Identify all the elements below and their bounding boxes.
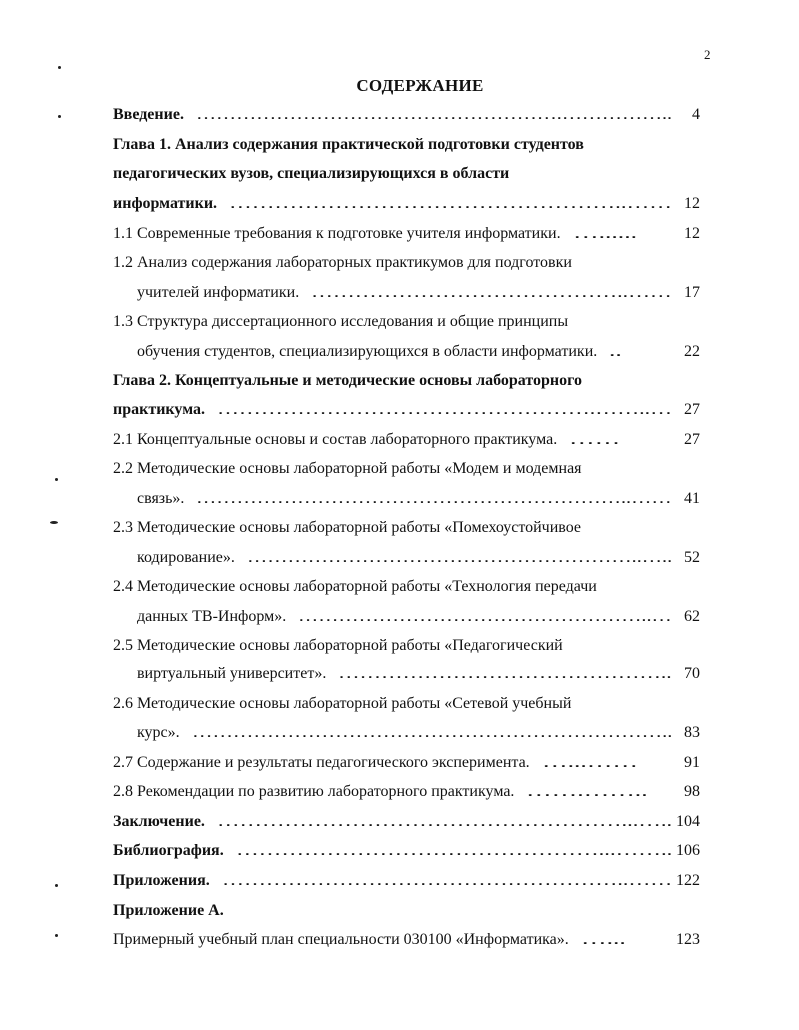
scan-mark bbox=[55, 934, 58, 937]
toc-entry-text: 2.7 Содержание и результаты педагогического эксперимента. bbox=[113, 754, 530, 771]
scan-mark bbox=[55, 478, 58, 481]
toc-entry-text: 2.6 Методические основы лабораторной работы «Сетевой учебный bbox=[113, 695, 572, 712]
toc-entry-page: 12 bbox=[684, 195, 700, 212]
toc-entry-leader: ……………………………………..…… bbox=[311, 284, 672, 301]
toc-entry-text: Приложения. bbox=[113, 872, 210, 889]
toc-entry-text: Введение. bbox=[113, 106, 184, 123]
toc-entry-page: 83 bbox=[684, 724, 700, 741]
toc-entry-leader: ……………………………………………..… bbox=[298, 608, 672, 625]
toc-entry-text: учителей информатики. bbox=[137, 284, 300, 301]
toc-entry-leader: …...... bbox=[572, 225, 637, 242]
toc-entry-text: Глава 1. Анализ содержания практической подготовки студентов bbox=[113, 136, 584, 153]
toc-entry-page: 62 bbox=[684, 608, 700, 625]
toc-entry-leader: .. bbox=[609, 343, 623, 360]
toc-entry-text: связь». bbox=[137, 490, 185, 507]
page-number: 2 bbox=[704, 47, 711, 62]
toc-entry-text: Заключение. bbox=[113, 813, 205, 830]
toc-title: СОДЕРЖАНИЕ bbox=[356, 76, 484, 95]
toc-entry-leader: ………………………………………………………..…… bbox=[196, 490, 672, 507]
toc-entry-text: данных ТВ-Информ». bbox=[137, 608, 287, 625]
toc-entry-page: 27 bbox=[684, 401, 700, 418]
toc-entry-text: 1.1 Современные требования к подготовке учителя информатики. bbox=[113, 225, 561, 242]
toc-entry-page: 12 bbox=[684, 225, 700, 242]
toc-entry-page: 17 bbox=[684, 284, 700, 301]
toc-entry-leader: ……………………………………………..…… bbox=[229, 195, 672, 212]
toc-entry-leader: …… bbox=[569, 431, 621, 448]
toc-entry-leader: …………………………………………………………….. bbox=[191, 724, 672, 741]
scan-mark bbox=[55, 884, 58, 887]
toc-entry-text: практикума. bbox=[113, 401, 205, 418]
toc-entry-leader: ……………………………………………….…………….. bbox=[195, 106, 672, 123]
toc-entry-page: 41 bbox=[684, 490, 700, 507]
toc-entry-text: курс». bbox=[137, 724, 180, 741]
toc-entry-leader: …... bbox=[580, 931, 626, 948]
toc-entry-text: 1.2 Анализ содержания лабораторных практикумов для подготовки bbox=[113, 254, 572, 271]
toc-entry-page: 104 bbox=[676, 813, 700, 830]
toc-entry-page: 27 bbox=[684, 431, 700, 448]
toc-entry-page: 22 bbox=[684, 343, 700, 360]
toc-entry-page: 106 bbox=[676, 842, 700, 859]
toc-entry-text: виртуальный университет». bbox=[137, 665, 327, 682]
scan-mark bbox=[50, 521, 58, 524]
toc-entry-text: информатики. bbox=[113, 195, 218, 212]
toc-entry-text: 1.3 Структура диссертационного исследования и общие принципы bbox=[113, 313, 569, 330]
toc-entry-text: 2.1 Концептуальные основы и состав лабораторного практикума. bbox=[113, 431, 558, 448]
toc-entry-text: 2.4 Методические основы лабораторной работы «Технология передачи bbox=[113, 578, 597, 595]
toc-entry-leader: …………………………………………………..….. bbox=[246, 549, 672, 566]
toc-entry-page: 91 bbox=[684, 754, 700, 771]
toc-entry-text: Примерный учебный план специальности 030100 «Информатика». bbox=[113, 931, 569, 948]
toc-entry-page: 98 bbox=[684, 783, 700, 800]
toc-entry-leader: ………………………………………………..…… bbox=[221, 872, 672, 889]
toc-entry-leader: ………………………………………………...….. bbox=[216, 813, 672, 830]
toc-entry-text: Глава 2. Концептуальные и методические основы лабораторного bbox=[113, 372, 582, 389]
toc-entry-text: 2.8 Рекомендации по развитию лабораторного практикума. bbox=[113, 783, 515, 800]
toc-entry-text: обучения студентов, специализирующихся в области информатики. bbox=[137, 343, 598, 360]
scan-mark bbox=[58, 66, 61, 69]
toc-entry-text: 2.2 Методические основы лабораторной работы «Модем и модемная bbox=[113, 460, 582, 477]
toc-entry-page: 122 bbox=[676, 872, 700, 889]
toc-entry-text: Приложение А. bbox=[113, 902, 224, 919]
scan-mark bbox=[58, 115, 61, 118]
toc-entry-text: кодирование». bbox=[137, 549, 235, 566]
toc-entry-page: 70 bbox=[684, 665, 700, 682]
toc-entry-page: 123 bbox=[676, 931, 700, 948]
toc-entry-text: 2.3 Методические основы лабораторной работы «Помехоустойчивое bbox=[113, 519, 582, 536]
toc-entry-text: 2.5 Методические основы лабораторной работы «Педагогический bbox=[113, 637, 563, 654]
toc-entry-text: Библиография. bbox=[113, 842, 224, 859]
toc-entry-leader: …….…….. bbox=[526, 783, 649, 800]
toc-entry-page: 52 bbox=[684, 549, 700, 566]
toc-entry-leader: …………………………………………...…….. bbox=[235, 842, 672, 859]
toc-entry-leader: …………………………………………….……..… bbox=[216, 401, 672, 418]
toc-entry-page: 4 bbox=[692, 106, 700, 123]
toc-entry-leader: ……………………………………….. bbox=[338, 665, 672, 682]
toc-entry-leader: …...…… bbox=[541, 754, 638, 771]
toc-entry-text: педагогических вузов, специализирующихся в области bbox=[113, 165, 510, 182]
